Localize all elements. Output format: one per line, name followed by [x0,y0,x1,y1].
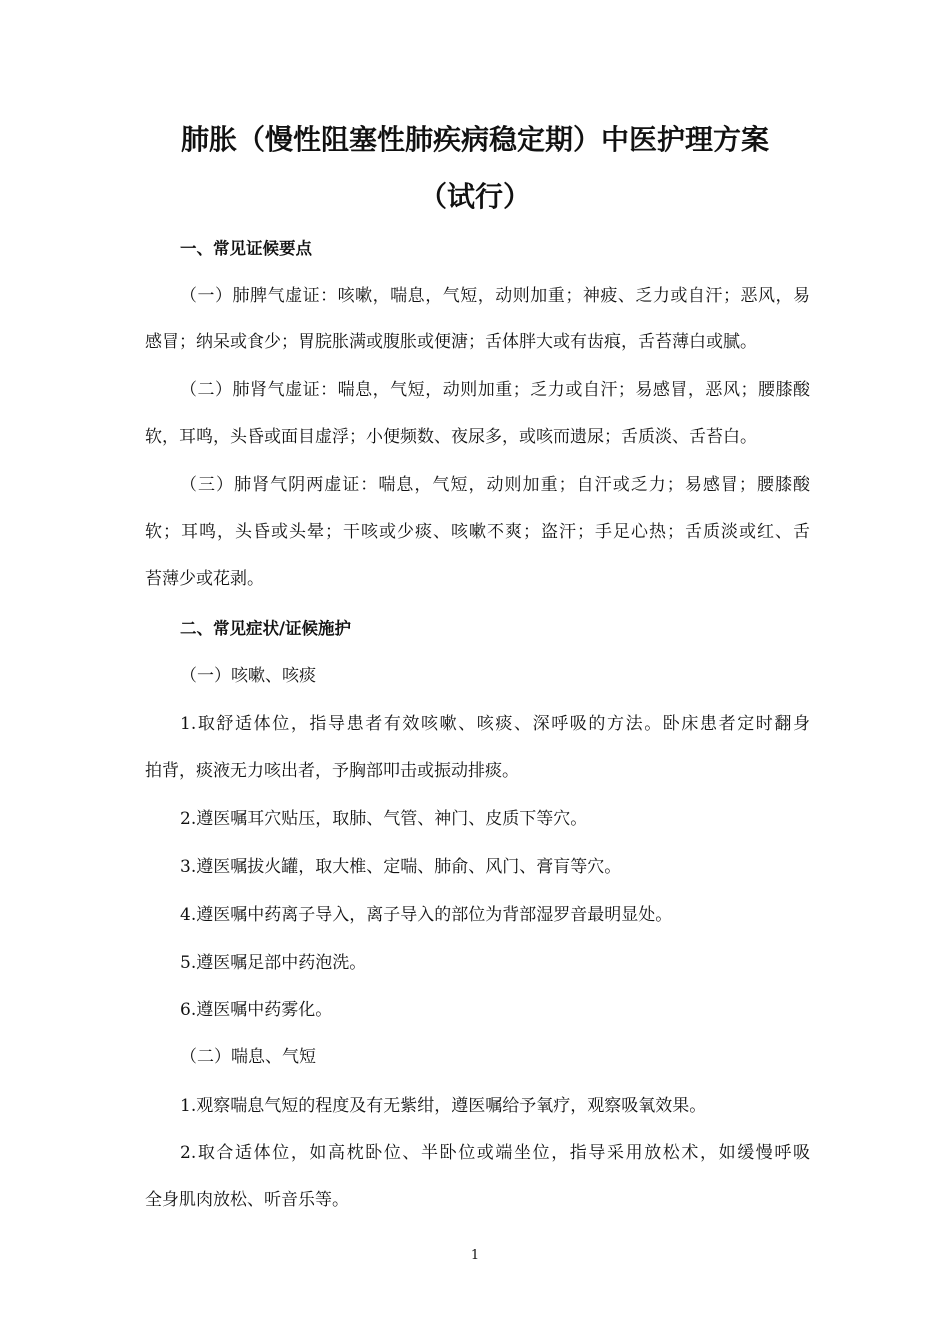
paragraph-line: 软，耳鸣，头昏或面目虚浮；小便频数、夜尿多，或咳而遗尿；舌质淡、舌苔白。 [145,427,757,447]
list-item: 6.遵医嘱中药雾化。 [180,1000,333,1020]
list-item: 1.观察喘息气短的程度及有无紫绀，遵医嘱给予氧疗，观察吸氧效果。 [180,1096,707,1116]
list-item: 5.遵医嘱足部中药泡洗。 [180,953,367,973]
paragraph-line: 苔薄少或花剥。 [145,569,264,589]
list-item-line: 1.取舒适体位，指导患者有效咳嗽、咳痰、深呼吸的方法。卧床患者定时翻身 [180,714,810,734]
list-item-line: 拍背，痰液无力咳出者，予胸部叩击或振动排痰。 [145,761,519,781]
list-item-line: 全身肌肉放松、听音乐等。 [145,1190,349,1210]
list-item: 2.遵医嘱耳穴贴压，取肺、气管、神门、皮质下等穴。 [180,809,588,829]
document-title: 肺胀（慢性阻塞性肺疾病稳定期）中医护理方案 [180,123,769,156]
document-subtitle: （试行） [418,180,531,213]
paragraph-line: （一）肺脾气虚证：咳嗽，喘息，气短，动则加重；神疲、乏力或自汗；恶风，易 [180,286,810,306]
subsection-heading: （二）喘息、气短 [180,1047,316,1067]
page-number: 1 [470,1248,480,1263]
list-item-line: 2.取合适体位，如高枕卧位、半卧位或端坐位，指导采用放松术，如缓慢呼吸 [180,1143,810,1163]
paragraph-line: 软；耳鸣，头昏或头晕；干咳或少痰、咳嗽不爽；盗汗；手足心热；舌质淡或红、舌 [145,522,810,542]
section-heading-2: 二、常见症状/证候施护 [180,619,352,638]
section-heading-1: 一、常见证候要点 [180,239,312,258]
list-item: 4.遵医嘱中药离子导入，离子导入的部位为背部湿罗音最明显处。 [180,905,673,925]
list-item: 3.遵医嘱拔火罐，取大椎、定喘、肺俞、风门、膏肓等穴。 [180,857,622,877]
subsection-heading: （一）咳嗽、咳痰 [180,666,316,686]
paragraph-line: 感冒；纳呆或食少；胃脘胀满或腹胀或便溏；舌体胖大或有齿痕，舌苔薄白或腻。 [145,332,757,352]
paragraph-line: （二）肺肾气虚证：喘息，气短，动则加重；乏力或自汗；易感冒，恶风；腰膝酸 [180,380,810,400]
paragraph-line: （三）肺肾气阴两虚证：喘息，气短，动则加重；自汗或乏力；易感冒；腰膝酸 [180,475,810,495]
